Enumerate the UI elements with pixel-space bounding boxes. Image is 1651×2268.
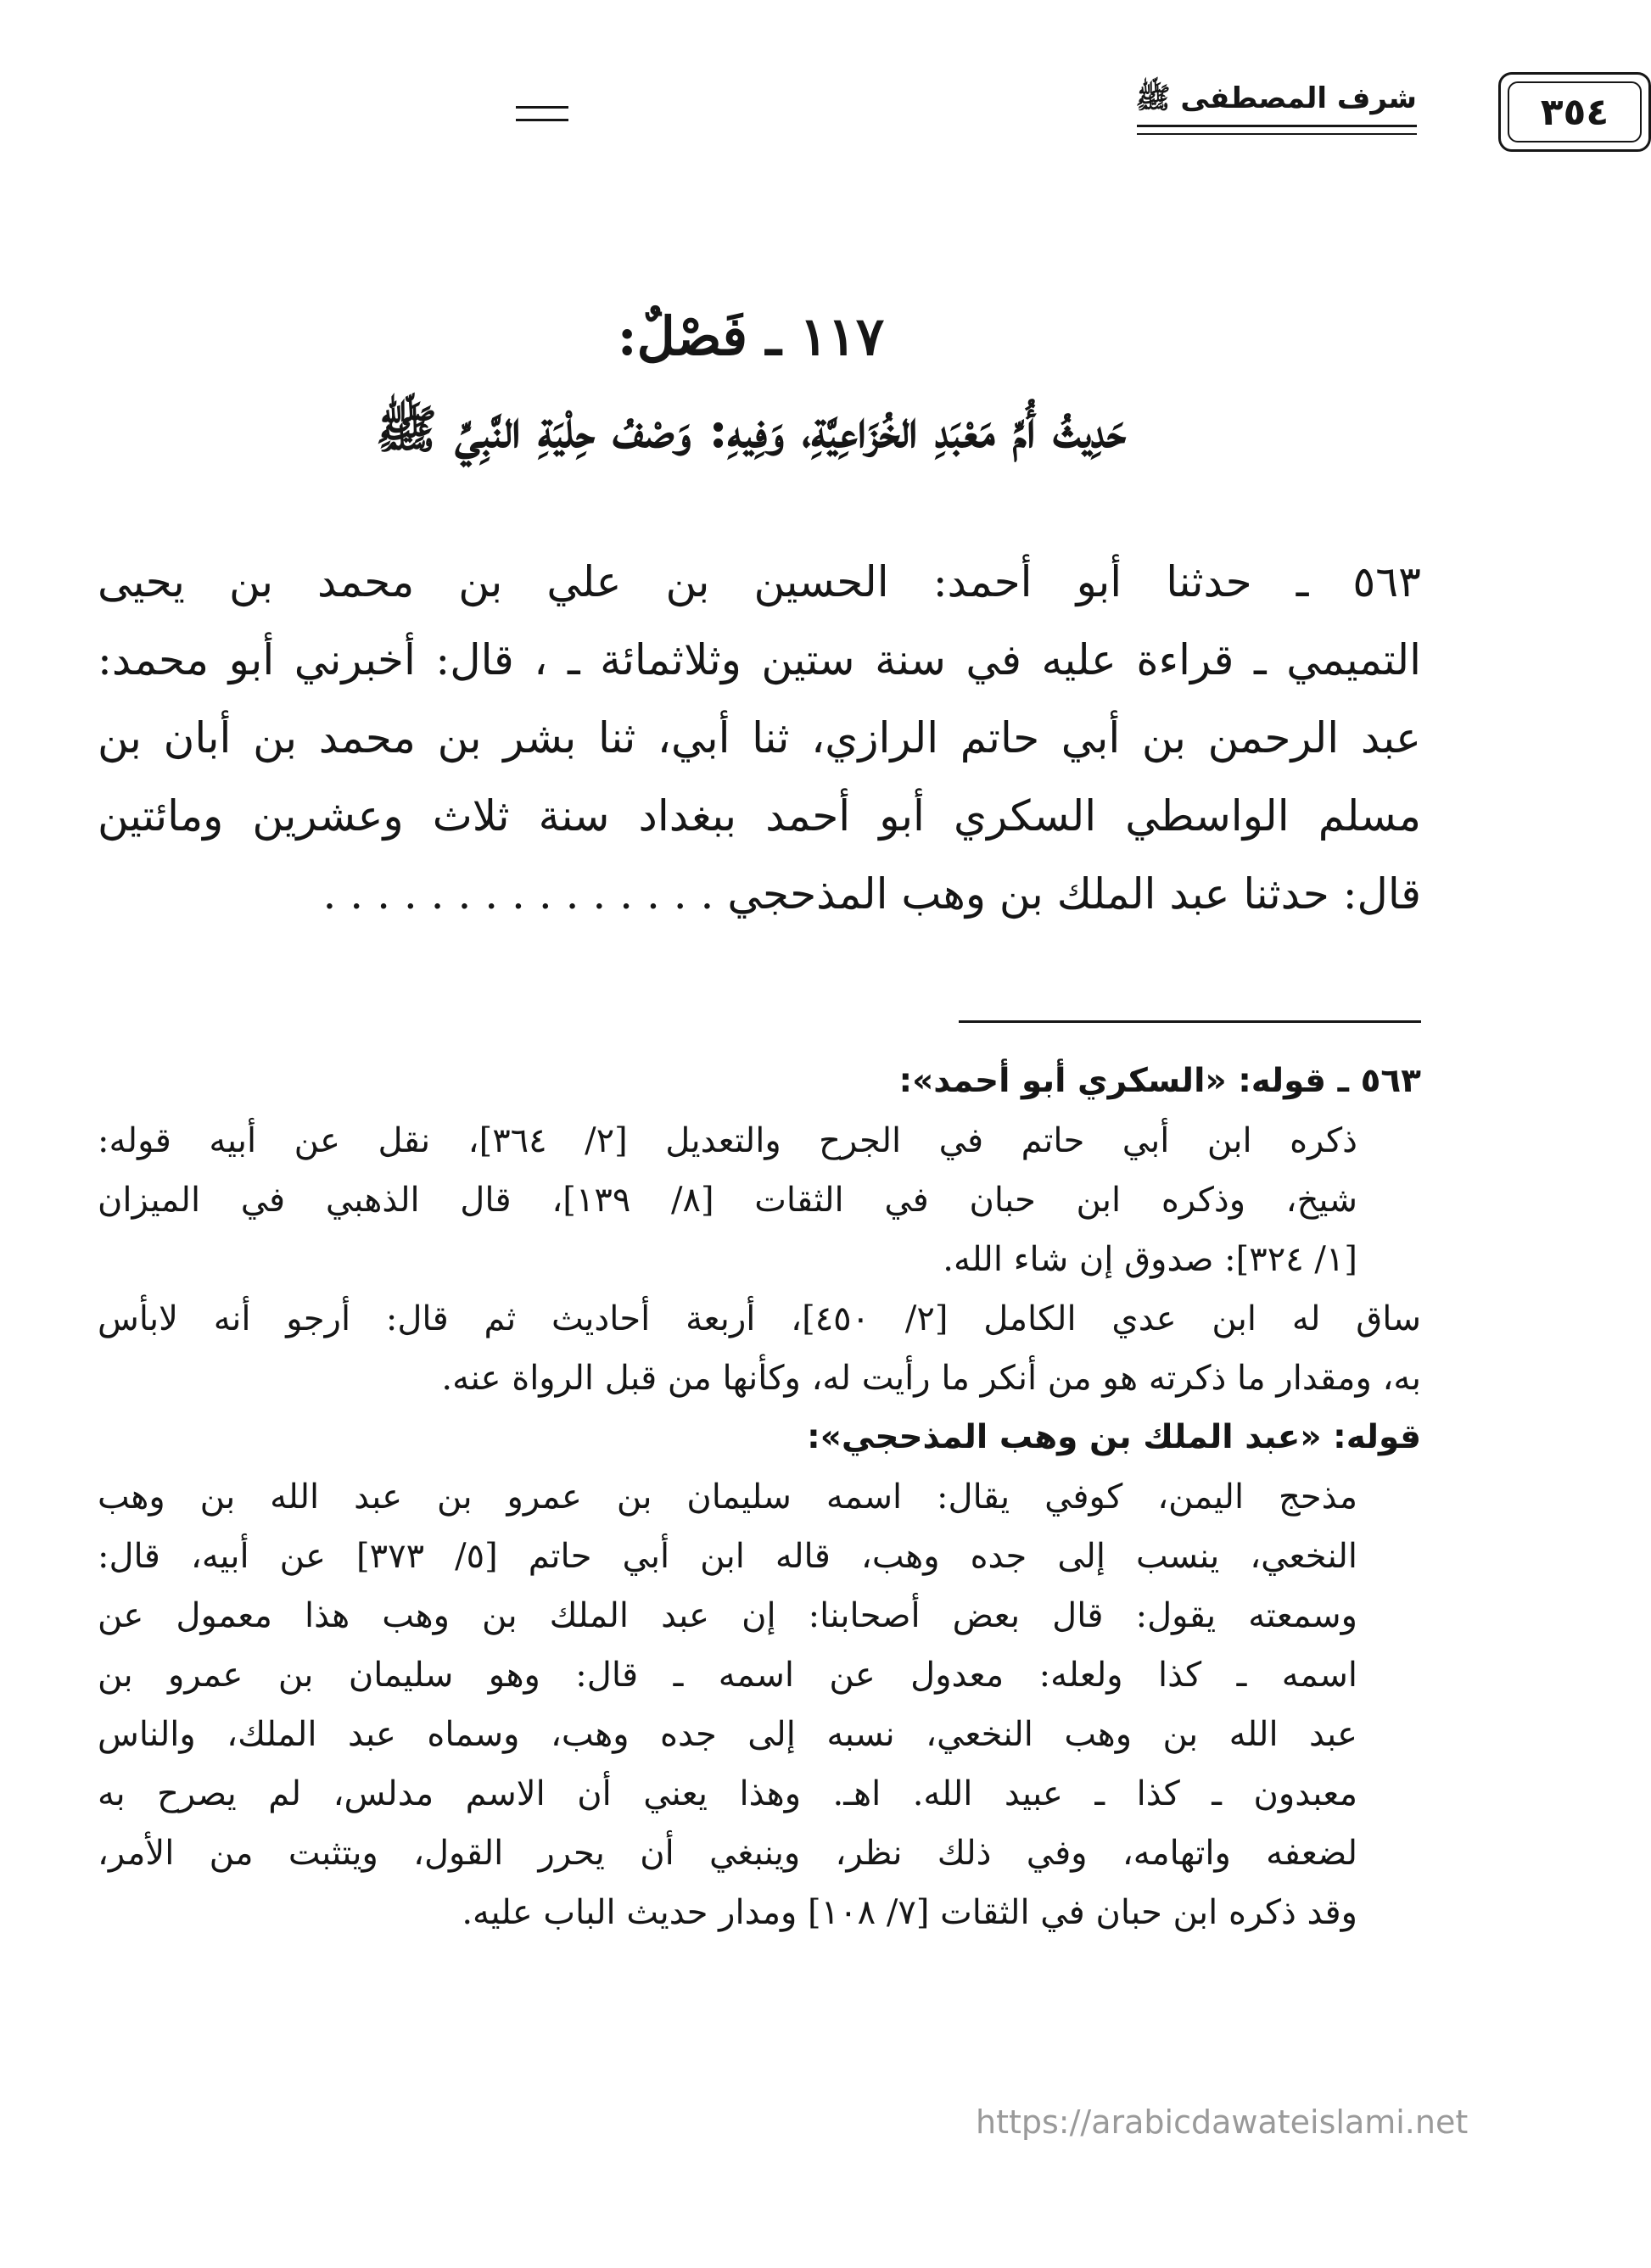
footnote-line: مذحج اليمن، كوفي يقال: اسمه سليمان بن عمرو بن عبد الله بن وهب [98,1478,1357,1517]
footnote-line: اسمه ـ كذا ولعله: معدول عن اسمه ـ قال: وهو سليمان بن عمرو بن [98,1656,1358,1695]
page-number-outer-border [1498,72,1651,152]
chapter-number-heading: ١١٧ ـ فَصْلٌ: [617,305,885,367]
main-text-line: التميمي ـ قراءة عليه في سنة ستين وثلاثمائة ـ ، قال: أخبرني أبو محمد: [98,635,1421,684]
footnote-heading: قوله: «عبد الملك بن وهب المذحجي»: [807,1418,1421,1456]
page-header [85,72,1609,153]
footnote-paragraph [98,1111,1421,1289]
footnote-line: [١/ ٣٢٤]: صدوق إن شاء الله. [943,1240,1357,1279]
footnote-line: به، ومقدار ما ذكرته هو من أنكر ما رأيت له، وكأنها من قبل الرواة عنه. [441,1359,1421,1398]
footnote-line: لضعفه واتهامه، وفي ذلك نظر، وينبغي أن يحرر القول، ويتثبت من الأمر، [98,1834,1357,1873]
running-book-title: شرف المصطفى ﷺ [1135,81,1417,115]
main-text-line: قال: حدثنا عبد الملك بن وهب المذحجي . . . . . . . . . . . . . . . [322,869,1421,919]
header-rule-left [516,106,568,121]
page-number: ٣٥٤ [1508,81,1642,142]
header-rule-right [1137,125,1417,135]
footnote-line: شيخ، وذكره ابن حبان في الثقات [٨/ ١٣٩]، قال الذهبي في الميزان [98,1181,1357,1220]
main-text-line: ٥٦٣ ـ حدثنا أبو أحمد: الحسين بن علي بن محمد بن يحيى [98,557,1421,606]
main-text-line: مسلم الواسطي السكري أبو أحمد ببغداد سنة ثلاث وعشرين ومائتين [98,791,1421,841]
footnote-line: عبد الله بن وهب النخعي، نسبه إلى جده وهب، وسماه عبد الملك، والناس [98,1715,1357,1754]
footnote-line: ذكره ابن أبي حاتم في الجرح والتعديل [٢/ ٣٦٤]، نقل عن أبيه قوله: [98,1121,1357,1160]
footnote-line: وسمعته يقول: قال بعض أصحابنا: إن عبد الملك بن وهب هذا معمول عن [98,1596,1357,1635]
main-text-line: عبد الرحمن بن أبي حاتم الرازي، ثنا أبي، ثنا بشر بن محمد بن أبان بن [98,713,1421,763]
source-watermark: https://arabicdawateislami.net [976,2103,1469,2141]
chapter-title-heading: حَدِيثُ أُمِّ مَعْبَدِ الخُزَاعِيَّةِ، وَفِيهِ: وَصْفُ حِلْيَةِ النَّبِيِّ ﷺ [375,400,1127,460]
footnote-paragraph [98,1289,1421,1408]
footnote-line: النخعي، ينسب إلى جده وهب، قاله ابن أبي حاتم [٥/ ٣٧٣] عن أبيه، قال: [98,1537,1358,1576]
footnotes-block [98,1052,1421,1942]
footnote-paragraph [98,1467,1421,1942]
footnote-line: وقد ذكره ابن حبان في الثقات [٧/ ١٠٨] ومدار حديث الباب عليه. [462,1893,1357,1932]
footnote-heading: ٥٦٣ ـ قوله: «السكري أبو أحمد»: [898,1062,1421,1100]
footnote-line: ساق له ابن عدي الكامل [٢/ ٤٥٠]، أربعة أحاديث ثم قال: أرجو أنه لابأس [98,1299,1421,1338]
footnote-separator-rule [959,1020,1421,1023]
footnote-line: معبدون ـ كذا ـ عبيد الله. اهـ. وهذا يعني أن الاسم مدلس، لم يصرح به [98,1774,1357,1813]
main-text-block [98,543,1421,933]
